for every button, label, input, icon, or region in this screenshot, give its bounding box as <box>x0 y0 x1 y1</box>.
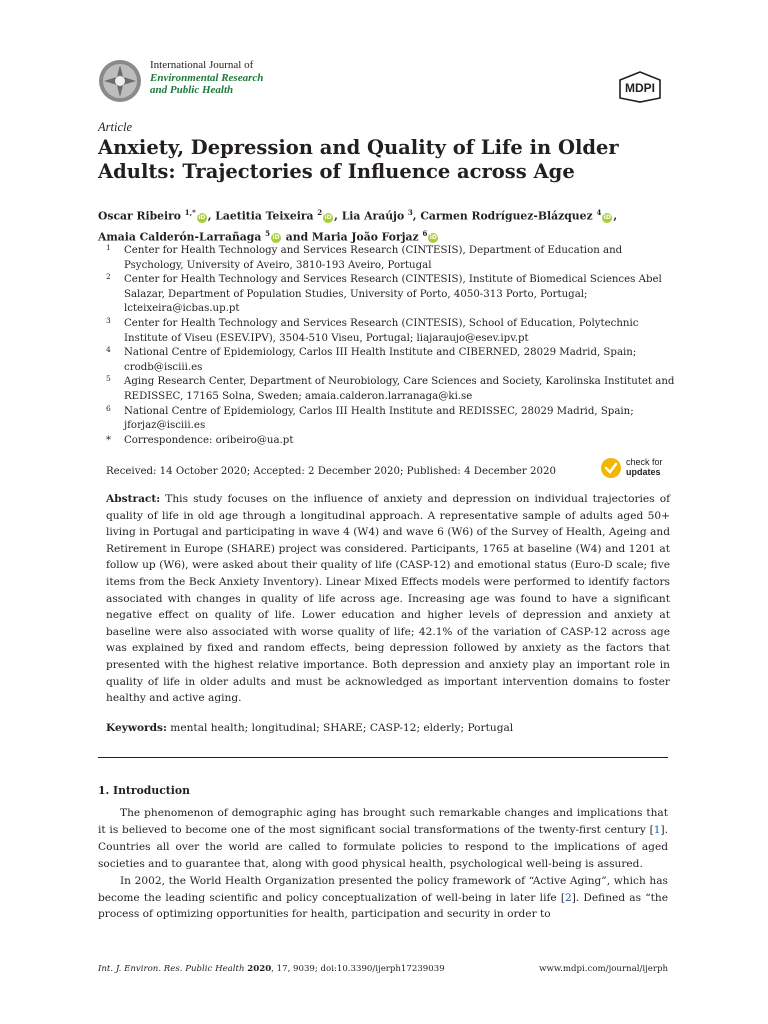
keywords <box>106 722 670 734</box>
mdpi-logo-text: MDPI <box>625 81 655 95</box>
affiliation-text: Center for Health Technology and Services Research (CINTESIS), Institute of Biomedical Sciences Abel Salazar, Department of Population Studies, University of Porto, 4050-313 Porto, Portugal; lcteixeira@icbas.up.pt <box>124 274 662 315</box>
author-affiliation-marker: 6 <box>422 228 428 238</box>
affiliation-item <box>98 405 678 434</box>
paragraph-text: ]. Defined as “the process of optimizing opportunities for health, participation and security in order to <box>98 891 669 921</box>
affiliation-number: 1 <box>106 243 111 252</box>
citation-link[interactable]: 2 <box>564 891 572 904</box>
check-updates-icon <box>600 457 622 479</box>
footer-year: 2020 <box>247 964 272 974</box>
orcid-icon[interactable]: iD <box>429 234 437 242</box>
affiliation-item <box>98 375 678 404</box>
abstract-text: This study focuses on the influence of anxiety and depression on individual trajectories of quality of life in old age through a longitudinal approach. A representative sample of adults aged 50+ living in Portugal and participating in wave 4 (W4) and wave 6 (W6) of the Survey of Health, Ageing and Retirement in Europe (SHARE) project was considered. Participants, 1765 at baseline (W4) and 1201 at follow up (W6), were asked about their quality of life (CASP-12) and emotional status (Euro-D scale; five items from the Beck Anxiety Inventory). Linear Mixed Effects models were performed to identify factors associated with changes in quality of life across age. Increasing age was found to have a significant negative effect on quality of life. Lower education and higher levels of depression and anxiety at baseline were also associated with worse quality of life; 42.1% of the variation of CASP-12 across age was explained by fixed and random effects, being depression followed by anxiety as the factors that presented with the highest relative importance. Both depression and anxiety play an important role in quality of life in older adults and must be acknowledged as important intervention domains to foster healthy and active aging. <box>106 493 670 705</box>
journal-name-line2: Environmental Research <box>150 71 264 84</box>
author-name[interactable]: Oscar Ribeiro <box>98 209 181 223</box>
paragraph <box>98 873 668 924</box>
section-heading: 1. Introduction <box>98 784 190 797</box>
author-name[interactable]: Amaia Calderón-Larrañaga <box>98 230 262 244</box>
keywords-label: Keywords: <box>106 722 167 734</box>
author-separator: , <box>412 209 421 223</box>
paragraph-text: The phenomenon of demographic aging has brought such remarkable changes and implications that it is believed to become one of the most significant social transformations of the twenty-first century [ <box>98 807 668 836</box>
author-name[interactable]: Maria João Forjaz <box>311 230 419 244</box>
introduction-body <box>98 805 668 923</box>
affiliation-text: National Centre of Epidemiology, Carlos III Health Institute and REDISSEC, 28029 Madrid, Spain; jforjaz@isciii.es <box>124 405 634 432</box>
affiliation-item <box>98 317 678 346</box>
author-name[interactable]: Laetitia Teixeira <box>215 209 314 223</box>
author-separator: , <box>334 209 342 223</box>
affiliation-text: National Centre of Epidemiology, Carlos III Health Institute and CIBERNED, 28029 Madrid, Spain; crodb@isciii.es <box>124 347 637 373</box>
affiliation-item <box>98 273 678 317</box>
affiliation-number: 5 <box>106 374 111 384</box>
affiliation-number: 3 <box>106 315 111 325</box>
check-updates-line1: check for <box>626 457 663 467</box>
affiliation-item <box>98 434 678 449</box>
author-list <box>98 204 678 245</box>
footer-journal: Int. J. Environ. Res. Public Health <box>98 964 245 974</box>
orcid-icon[interactable]: iD <box>603 213 611 221</box>
paragraph-text: ]. Countries all over the world are called to formulate policies to respond to the implications of aged societies and to guarantee that, along with good physical health, psychological well-being is assured. <box>98 823 668 870</box>
section-divider <box>98 757 668 758</box>
affiliation-number: * <box>106 434 111 446</box>
affiliation-text: Center for Health Technology and Services Research (CINTESIS), Department of Education and Psychology, University of Aveiro, 3810-193 Aveiro, Portugal <box>124 245 623 271</box>
affiliation-item <box>98 244 678 273</box>
paragraph-text: In 2002, the World Health Organization presented the policy framework of “Active Aging”, which has become the leading scientific and policy conceptualization of well-being in later life [ <box>98 874 668 904</box>
author-affiliation-marker: 5 <box>265 228 270 238</box>
affiliation-text: Correspondence: oribeiro@ua.pt <box>124 434 294 446</box>
check-updates-line2: updates <box>626 467 661 477</box>
orcid-icon[interactable]: iD <box>198 213 206 221</box>
affiliation-number: 4 <box>106 345 111 355</box>
citation-link[interactable]: 1 <box>653 823 661 836</box>
affiliation-number: 2 <box>106 272 111 282</box>
footer-citation <box>98 964 445 974</box>
orcid-icon[interactable]: iD <box>324 213 332 221</box>
article-type: Article <box>98 120 133 134</box>
check-for-updates-badge[interactable] <box>600 456 680 480</box>
author-affiliation-marker: 4 <box>596 208 602 217</box>
orcid-icon[interactable]: iD <box>272 234 280 242</box>
author-separator: , <box>613 209 618 223</box>
publication-dates: Received: 14 October 2020; Accepted: 2 December 2020; Published: 4 December 2020 <box>106 466 556 477</box>
author-name[interactable]: Carmen Rodríguez-Blázquez <box>420 209 593 223</box>
author-affiliation-marker: 1,* <box>184 208 196 217</box>
journal-name <box>150 59 263 97</box>
mdpi-logo-icon <box>612 70 668 104</box>
affiliation-item <box>98 346 678 375</box>
affiliation-text: Center for Health Technology and Services Research (CINTESIS), School of Education, Polytechnic Institute of Viseu (ESEV.IPV), 3504-510 Viseu, Portugal; liajaraujo@esev.ipv.pt <box>124 317 639 344</box>
footer-url[interactable]: www.mdpi.com/journal/ijerph <box>539 964 668 974</box>
journal-name-line1: International Journal of <box>150 59 254 71</box>
author-affiliation-marker: 3 <box>407 208 413 217</box>
author-affiliation-marker: 2 <box>317 208 323 217</box>
abstract <box>106 491 670 707</box>
affiliation-text: Aging Research Center, Department of Neurobiology, Care Sciences and Society, Karolinska Institutet and REDISSEC, 17165 Solna, Sweden; amaia.calderon.larranaga@ki.se <box>124 376 675 402</box>
footer-doi: , 17, 9039; doi:10.3390/ijerph17239039 <box>271 964 445 974</box>
journal-logo-icon <box>98 59 142 103</box>
author-separator: , <box>207 209 216 223</box>
affiliation-list <box>98 244 678 448</box>
affiliation-number: 6 <box>106 403 111 413</box>
article-title: Anxiety, Depression and Quality of Life in Older Adults: Trajectories of Influence across Age <box>98 136 619 183</box>
journal-name-line3: and Public Health <box>150 84 234 96</box>
author-separator: and <box>281 230 312 244</box>
paragraph <box>98 805 668 873</box>
abstract-label: Abstract: <box>106 493 161 505</box>
author-name[interactable]: Lia Araújo <box>341 209 405 223</box>
keywords-text: mental health; longitudinal; SHARE; CASP-12; elderly; Portugal <box>170 722 514 734</box>
